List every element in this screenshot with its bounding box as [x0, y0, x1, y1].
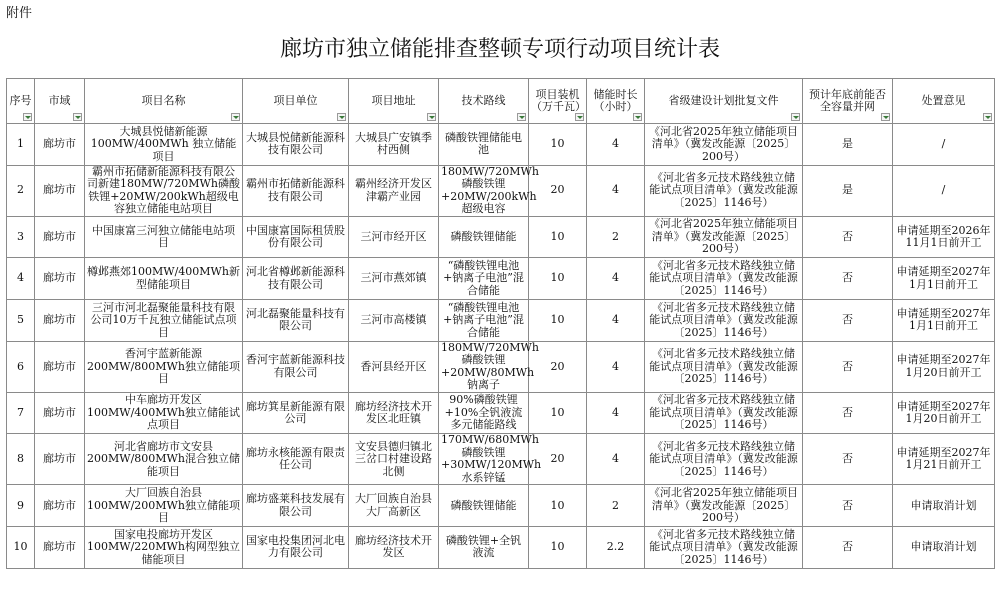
- filter-dropdown-icon[interactable]: [791, 113, 800, 121]
- city-cell[interactable]: 廊坊市: [35, 165, 85, 216]
- row-number[interactable]: 2: [7, 165, 35, 216]
- capacity-cell[interactable]: 10: [529, 392, 587, 434]
- row-number[interactable]: 9: [7, 485, 35, 527]
- project-address-cell[interactable]: 霸州经济开发区津霸产业园: [349, 165, 439, 216]
- project-unit-cell[interactable]: 香河宇蓝新能源科技有限公司: [243, 341, 349, 392]
- col-header-label: 项目装机（万千瓦）: [531, 87, 586, 113]
- filter-dropdown-icon[interactable]: [517, 113, 526, 121]
- filter-dropdown-icon[interactable]: [881, 113, 890, 121]
- table-row: [7, 300, 995, 342]
- approval-doc-cell[interactable]: 《河北省多元技术路线独立储能试点项目清单》（冀发改能源〔2025〕1146号）: [645, 527, 803, 569]
- grid-connect-cell[interactable]: 否: [803, 485, 893, 527]
- project-name-cell[interactable]: 大厂回族自治县100MW/200MWh独立储能项目: [85, 485, 243, 527]
- grid-connect-cell[interactable]: 是: [803, 165, 893, 216]
- col-header-label: 省级建设计划批复文件: [668, 93, 779, 107]
- duration-cell[interactable]: 2.2: [587, 527, 645, 569]
- project-unit-cell[interactable]: 河北磊聚能量科技有限公司: [243, 300, 349, 342]
- city-cell[interactable]: 廊坊市: [35, 485, 85, 527]
- project-address-cell[interactable]: 三河市高楼镇: [349, 300, 439, 342]
- city-cell[interactable]: 廊坊市: [35, 527, 85, 569]
- approval-doc-cell[interactable]: 《河北省多元技术路线独立储能试点项目清单》（冀发改能源〔2025〕1146号）: [645, 300, 803, 342]
- project-name-cell[interactable]: 香河宇蓝新能源200MW/800MWh独立储能项目: [85, 341, 243, 392]
- row-number[interactable]: 8: [7, 434, 35, 485]
- filter-dropdown-icon[interactable]: [23, 113, 32, 121]
- col-header-capacity: [529, 79, 587, 124]
- disposal-opinion-cell[interactable]: 申请延期至2027年1月20日前开工: [893, 341, 995, 392]
- col-header-route: [439, 79, 529, 124]
- filter-dropdown-icon[interactable]: [231, 113, 240, 121]
- project-name-cell[interactable]: 中国康富三河独立储能电站项目: [85, 216, 243, 258]
- project-unit-cell[interactable]: 廊坊永核能源有限责任公司: [243, 434, 349, 485]
- capacity-cell[interactable]: 10: [529, 300, 587, 342]
- table-row: [7, 124, 995, 166]
- col-header-approval: [645, 79, 803, 124]
- project-address-cell[interactable]: 三河市经开区: [349, 216, 439, 258]
- project-name-cell[interactable]: 樽邺燕郊100MW/400MWh新型储能项目: [85, 258, 243, 300]
- project-unit-cell[interactable]: 廊坊箕星新能源有限公司: [243, 392, 349, 434]
- city-cell[interactable]: 廊坊市: [35, 216, 85, 258]
- grid-connect-cell[interactable]: 否: [803, 434, 893, 485]
- table-row: [7, 527, 995, 569]
- project-unit-cell[interactable]: 河北省樽邺新能源科技有限公司: [243, 258, 349, 300]
- table-row: [7, 434, 995, 485]
- duration-cell[interactable]: 4: [587, 300, 645, 342]
- row-number[interactable]: 7: [7, 392, 35, 434]
- tech-route-cell[interactable]: “磷酸铁锂电池+钠离子电池”混合储能: [439, 258, 529, 300]
- project-unit-cell[interactable]: 廊坊盛莱科技发展有限公司: [243, 485, 349, 527]
- approval-doc-cell[interactable]: 《河北省2025年独立储能项目清单》（冀发改能源〔2025〕200号）: [645, 485, 803, 527]
- capacity-cell[interactable]: 20: [529, 165, 587, 216]
- col-header-label: 项目地址: [371, 93, 416, 107]
- capacity-cell[interactable]: 10: [529, 527, 587, 569]
- capacity-cell[interactable]: 10: [529, 258, 587, 300]
- tech-route-cell[interactable]: 170MW/680MWh磷酸铁锂+30MW/120MWh水系锌锰: [439, 434, 529, 485]
- grid-connect-cell[interactable]: 否: [803, 258, 893, 300]
- grid-connect-cell[interactable]: 否: [803, 392, 893, 434]
- project-unit-cell[interactable]: 大城县悦储新能源科技有限公司: [243, 124, 349, 166]
- approval-doc-cell[interactable]: 《河北省2025年独立储能项目清单》（冀发改能源〔2025〕200号）: [645, 216, 803, 258]
- grid-connect-cell[interactable]: 是: [803, 124, 893, 166]
- disposal-opinion-cell[interactable]: 申请延期至2027年1月1日前开工: [893, 300, 995, 342]
- duration-cell[interactable]: 2: [587, 216, 645, 258]
- row-number[interactable]: 5: [7, 300, 35, 342]
- col-header-label: 预计年底前能否全容量并网: [809, 87, 886, 113]
- city-cell[interactable]: 廊坊市: [35, 300, 85, 342]
- col-header-no: [7, 79, 35, 124]
- row-number[interactable]: 4: [7, 258, 35, 300]
- duration-cell[interactable]: 4: [587, 165, 645, 216]
- approval-doc-cell[interactable]: 《河北省多元技术路线独立储能试点项目清单》（冀发改能源〔2025〕1146号）: [645, 434, 803, 485]
- table-body: [7, 124, 995, 569]
- tech-route-cell[interactable]: “磷酸铁锂电池+钠离子电池”混合储能: [439, 300, 529, 342]
- filter-dropdown-icon[interactable]: [983, 113, 992, 121]
- col-header-label: 市域: [48, 93, 71, 107]
- city-cell[interactable]: 廊坊市: [35, 341, 85, 392]
- row-number[interactable]: 3: [7, 216, 35, 258]
- col-header-label: 序号: [9, 93, 32, 107]
- tech-route-cell[interactable]: 磷酸铁锂储能: [439, 485, 529, 527]
- col-header-duration: [587, 79, 645, 124]
- city-cell[interactable]: 廊坊市: [35, 434, 85, 485]
- duration-cell[interactable]: 4: [587, 124, 645, 166]
- project-address-cell[interactable]: 香河县经开区: [349, 341, 439, 392]
- col-header-opinion: [893, 79, 995, 124]
- project-name-cell[interactable]: 河北省廊坊市文安县200MW/800MWh混合独立储能项目: [85, 434, 243, 485]
- project-table: [6, 78, 995, 569]
- col-header-name: [85, 79, 243, 124]
- col-header-label: 储能时长（小时）: [593, 87, 638, 113]
- col-header-city: [35, 79, 85, 124]
- approval-doc-cell[interactable]: 《河北省多元技术路线独立储能试点项目清单》（冀发改能源〔2025〕1146号）: [645, 165, 803, 216]
- capacity-cell[interactable]: 10: [529, 485, 587, 527]
- project-address-cell[interactable]: 廊坊经济技术开发区: [349, 527, 439, 569]
- table-row: [7, 216, 995, 258]
- filter-dropdown-icon[interactable]: [73, 113, 82, 121]
- capacity-cell[interactable]: 20: [529, 434, 587, 485]
- disposal-opinion-cell[interactable]: 申请取消计划: [893, 485, 995, 527]
- col-header-address: [349, 79, 439, 124]
- capacity-cell[interactable]: 10: [529, 216, 587, 258]
- approval-doc-cell[interactable]: 《河北省多元技术路线独立储能试点项目清单》（冀发改能源〔2025〕1146号）: [645, 392, 803, 434]
- approval-doc-cell[interactable]: 《河北省多元技术路线独立储能试点项目清单》（冀发改能源〔2025〕1146号）: [645, 341, 803, 392]
- filter-dropdown-icon[interactable]: [337, 113, 346, 121]
- table-row: [7, 392, 995, 434]
- table-row: [7, 341, 995, 392]
- approval-doc-cell[interactable]: 《河北省多元技术路线独立储能试点项目清单》（冀发改能源〔2025〕1146号）: [645, 258, 803, 300]
- disposal-opinion-cell[interactable]: 申请延期至2027年1月20日前开工: [893, 392, 995, 434]
- tech-route-cell[interactable]: 180MW/720MWh磷酸铁锂+20MW/80MWh钠离子: [439, 341, 529, 392]
- grid-connect-cell[interactable]: 否: [803, 300, 893, 342]
- attachment-label: 附件: [6, 6, 33, 21]
- project-name-cell[interactable]: 大城县悦储新能源100MW/400MWh 独立储能项目: [85, 124, 243, 166]
- project-address-cell[interactable]: 大厂回族自治县大厂高新区: [349, 485, 439, 527]
- project-name-cell[interactable]: 霸州市拓储新能源科技有限公司新建180MW/720MWh磷酸铁锂+20MW/200kWh超级电容独立储能电站项目: [85, 165, 243, 216]
- filter-dropdown-icon[interactable]: [575, 113, 584, 121]
- row-number[interactable]: 1: [7, 124, 35, 166]
- disposal-opinion-cell[interactable]: /: [893, 165, 995, 216]
- disposal-opinion-cell[interactable]: /: [893, 124, 995, 166]
- filter-dropdown-icon[interactable]: [427, 113, 436, 121]
- project-address-cell[interactable]: 大城县广安镇季村西侧: [349, 124, 439, 166]
- tech-route-cell[interactable]: 180MW/720MWh磷酸铁锂+20MW/200kWh超级电容: [439, 165, 529, 216]
- grid-connect-cell[interactable]: 否: [803, 341, 893, 392]
- duration-cell[interactable]: 4: [587, 434, 645, 485]
- duration-cell[interactable]: 4: [587, 258, 645, 300]
- city-cell[interactable]: 廊坊市: [35, 258, 85, 300]
- grid-connect-cell[interactable]: 否: [803, 216, 893, 258]
- table-row: [7, 258, 995, 300]
- tech-route-cell[interactable]: 磷酸铁锂+全钒液流: [439, 527, 529, 569]
- col-header-unit: [243, 79, 349, 124]
- capacity-cell[interactable]: 20: [529, 341, 587, 392]
- disposal-opinion-cell[interactable]: 申请取消计划: [893, 527, 995, 569]
- project-name-cell[interactable]: 国家电投廊坊开发区100MW/220MWh构网型独立储能项目: [85, 527, 243, 569]
- tech-route-cell[interactable]: 磷酸铁锂储能电池: [439, 124, 529, 166]
- disposal-opinion-cell[interactable]: 申请延期至2027年1月1日前开工: [893, 258, 995, 300]
- col-header-label: 处置意见: [921, 93, 966, 107]
- project-address-cell[interactable]: 三河市燕郊镇: [349, 258, 439, 300]
- col-header-label: 技术路线: [461, 93, 506, 107]
- approval-doc-cell[interactable]: 《河北省2025年独立储能项目清单》（冀发改能源〔2025〕200号）: [645, 124, 803, 166]
- city-cell[interactable]: 廊坊市: [35, 392, 85, 434]
- table-row: [7, 165, 995, 216]
- row-number[interactable]: 6: [7, 341, 35, 392]
- col-header-label: 项目名称: [141, 93, 186, 107]
- project-address-cell[interactable]: 文安县德归镇北三岔口村建设路北侧: [349, 434, 439, 485]
- project-unit-cell[interactable]: 国家电投集团河北电力有限公司: [243, 527, 349, 569]
- capacity-cell[interactable]: 10: [529, 124, 587, 166]
- col-header-grid: [803, 79, 893, 124]
- project-unit-cell[interactable]: 霸州市拓储新能源科技有限公司: [243, 165, 349, 216]
- duration-cell[interactable]: 4: [587, 392, 645, 434]
- disposal-opinion-cell[interactable]: 申请延期至2027年1月21日前开工: [893, 434, 995, 485]
- disposal-opinion-cell[interactable]: 申请延期至2026年11月1日前开工: [893, 216, 995, 258]
- project-name-cell[interactable]: 中车廊坊开发区100MW/400MWh独立储能试点项目: [85, 392, 243, 434]
- duration-cell[interactable]: 2: [587, 485, 645, 527]
- filter-dropdown-icon[interactable]: [633, 113, 642, 121]
- col-header-label: 项目单位: [273, 93, 318, 107]
- page-title: 廊坊市独立储能排查整顿专项行动项目统计表: [279, 37, 720, 62]
- table-row: [7, 485, 995, 527]
- row-number[interactable]: 10: [7, 527, 35, 569]
- tech-route-cell[interactable]: 磷酸铁锂储能: [439, 216, 529, 258]
- duration-cell[interactable]: 4: [587, 341, 645, 392]
- tech-route-cell[interactable]: 90%磷酸铁锂+10%全钒液流多元储能路线: [439, 392, 529, 434]
- grid-connect-cell[interactable]: 否: [803, 527, 893, 569]
- city-cell[interactable]: 廊坊市: [35, 124, 85, 166]
- header-row: [7, 79, 995, 124]
- project-name-cell[interactable]: 三河市河北磊聚能量科技有限公司10万千瓦独立储能试点项目: [85, 300, 243, 342]
- project-address-cell[interactable]: 廊坊经济技术开发区北旺镇: [349, 392, 439, 434]
- project-unit-cell[interactable]: 中国康富国际租赁股份有限公司: [243, 216, 349, 258]
